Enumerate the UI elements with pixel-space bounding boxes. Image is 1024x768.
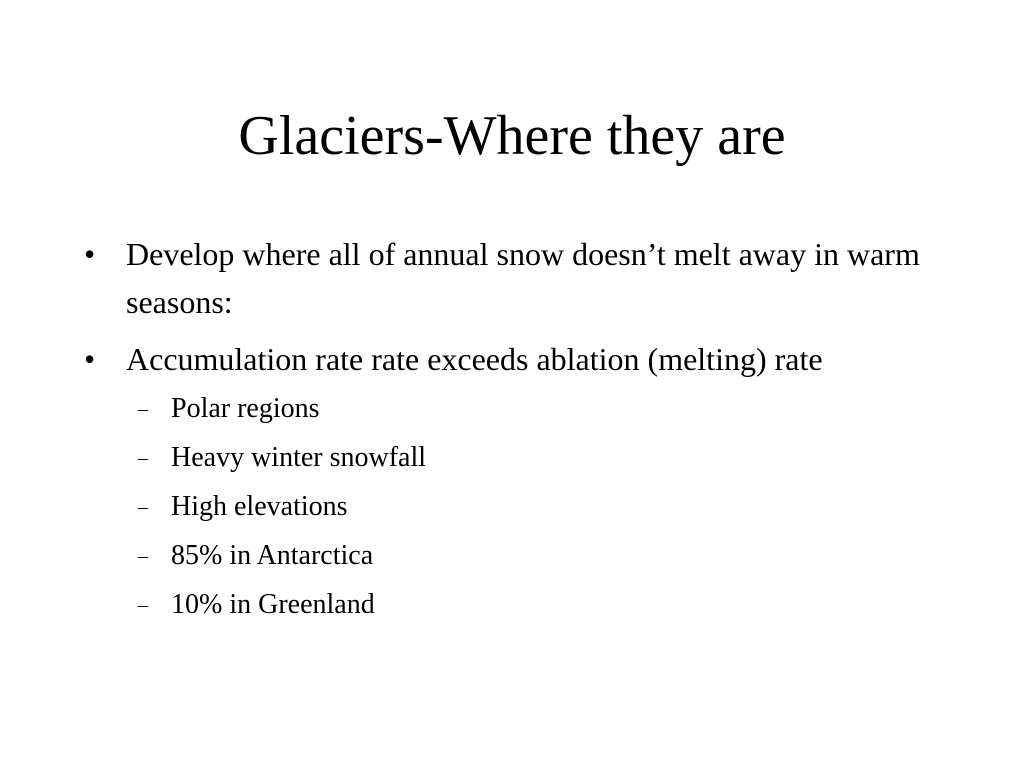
sub-bullet-item — [126, 438, 964, 478]
sub-bullet-text: 10% in Greenland — [171, 589, 375, 620]
sub-bullet-marker: – — [138, 545, 148, 567]
bullet-item — [84, 230, 964, 326]
bullet-text: Accumulation rate rate exceeds ablation (melting) rate — [126, 341, 823, 377]
sub-bullet-marker: – — [138, 496, 148, 518]
sub-bullet-item — [126, 585, 964, 625]
sub-bullet-item — [126, 389, 964, 429]
bullet-marker: • — [84, 341, 96, 377]
sub-bullet-text: Polar regions — [171, 393, 320, 424]
sub-bullet-list — [126, 389, 964, 625]
bullet-text: Develop where all of annual snow doesn’t melt away in warm seasons: — [126, 236, 920, 320]
sub-bullet-text: 85% in Antarctica — [171, 540, 374, 571]
sub-bullet-item — [126, 487, 964, 527]
sub-bullet-marker: – — [138, 398, 148, 420]
slide-title: Glaciers-Where they are — [238, 105, 786, 167]
sub-bullet-marker: – — [138, 447, 148, 469]
sub-bullet-item — [126, 536, 964, 576]
sub-bullet-text: Heavy winter snowfall — [171, 442, 427, 473]
bullet-list — [84, 230, 964, 634]
bullet-item — [84, 335, 964, 625]
sub-bullet-text: High elevations — [171, 491, 348, 522]
sub-bullet-marker: – — [138, 594, 148, 616]
bullet-marker: • — [84, 236, 96, 272]
